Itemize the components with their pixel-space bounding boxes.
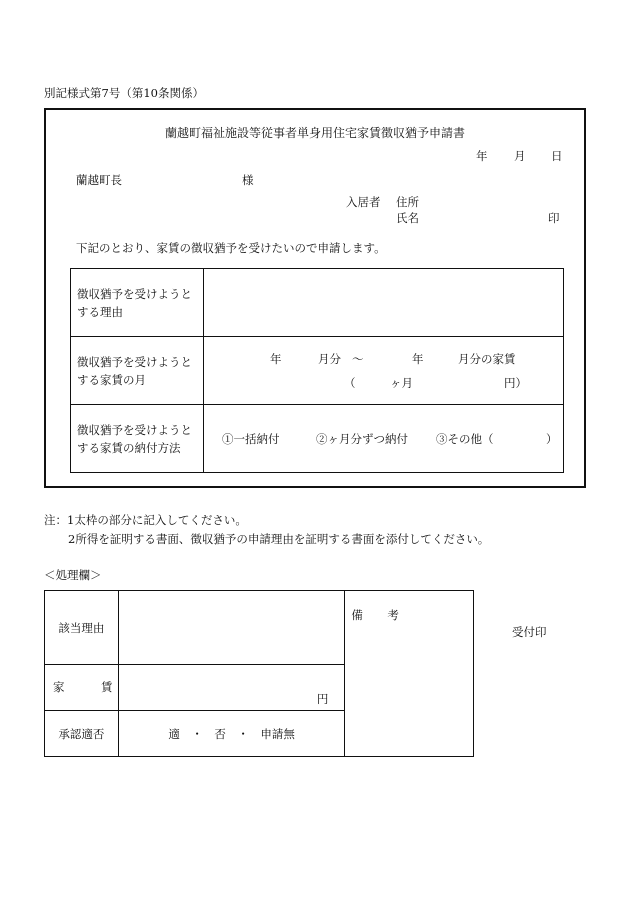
method-lump-sum[interactable]: ①一括納付 bbox=[222, 431, 280, 446]
applicant-role: 入居者 bbox=[346, 195, 381, 209]
date-day: 日 bbox=[551, 149, 563, 163]
remarks-cell[interactable] bbox=[345, 591, 474, 757]
date-month: 月 bbox=[514, 149, 526, 163]
name-label: 氏名 bbox=[396, 211, 419, 225]
method-other-close: ） bbox=[546, 431, 558, 446]
method-label: 徴収猶予を受けようと する家賃の納付方法 bbox=[71, 405, 204, 473]
method-installment[interactable]: ②ヶ月分ずつ納付 bbox=[316, 431, 408, 446]
reason-field[interactable] bbox=[204, 269, 564, 337]
address-label: 住所 bbox=[396, 195, 419, 209]
proc-approval-label: 承認適否 bbox=[45, 711, 119, 757]
paren-open: （ bbox=[344, 375, 356, 390]
reception-stamp-label: 受付印 bbox=[512, 625, 547, 639]
addressee-name: 蘭越町長 bbox=[76, 173, 122, 187]
application-table bbox=[70, 268, 564, 473]
rent-yen: 円 bbox=[316, 691, 329, 706]
method-field[interactable] bbox=[204, 405, 564, 473]
proc-reason-field[interactable] bbox=[118, 591, 345, 665]
to-month: 月分の家賃 bbox=[458, 351, 516, 366]
method-row bbox=[71, 405, 564, 473]
reason-label: 徴収猶予を受けようと する理由 bbox=[71, 269, 204, 337]
form-number: 別記様式第7号（第10条関係） bbox=[44, 86, 204, 100]
tilde: ～ bbox=[352, 351, 364, 366]
note-1: 注：1太枠の部分に記入してください。 bbox=[44, 513, 247, 527]
proc-reason-label: 該当理由 bbox=[45, 591, 119, 665]
reason-row bbox=[71, 269, 564, 337]
method-other[interactable]: ③その他（ bbox=[436, 431, 494, 446]
to-year: 年 bbox=[412, 351, 424, 366]
intro-text: 下記のとおり、家賃の徴収猶予を受けたいので申請します。 bbox=[76, 241, 386, 255]
note-2: 2所得を証明する書面、徴収猶予の申請理由を証明する書面を添付してください。 bbox=[68, 532, 490, 546]
amount-yen: 円） bbox=[504, 375, 527, 390]
months-count: ヶ月 bbox=[390, 375, 413, 390]
form-title: 蘭越町福祉施設等従事者単身用住宅家賃徴収猶予申請書 bbox=[164, 126, 465, 140]
application-frame bbox=[44, 108, 586, 488]
proc-reason-row bbox=[45, 591, 474, 665]
date-year: 年 bbox=[476, 149, 488, 163]
proc-approval-values[interactable]: 適 ・ 否 ・ 申請無 bbox=[118, 711, 345, 757]
seal-mark: 印 bbox=[548, 211, 560, 225]
month-label: 徴収猶予を受けようと する家賃の月 bbox=[71, 337, 204, 405]
month-field[interactable] bbox=[204, 337, 564, 405]
remarks-label-2: 考 bbox=[387, 608, 399, 622]
processing-table bbox=[44, 590, 474, 757]
month-row bbox=[71, 337, 564, 405]
from-year: 年 bbox=[270, 351, 282, 366]
from-month: 月分 bbox=[318, 351, 341, 366]
remarks-label-1: 備 bbox=[351, 608, 363, 622]
proc-rent-label: 家 賃 bbox=[45, 665, 119, 711]
processing-heading: ＜処理欄＞ bbox=[44, 568, 102, 582]
addressee-honorific: 様 bbox=[242, 173, 254, 187]
proc-rent-field[interactable] bbox=[118, 665, 345, 711]
